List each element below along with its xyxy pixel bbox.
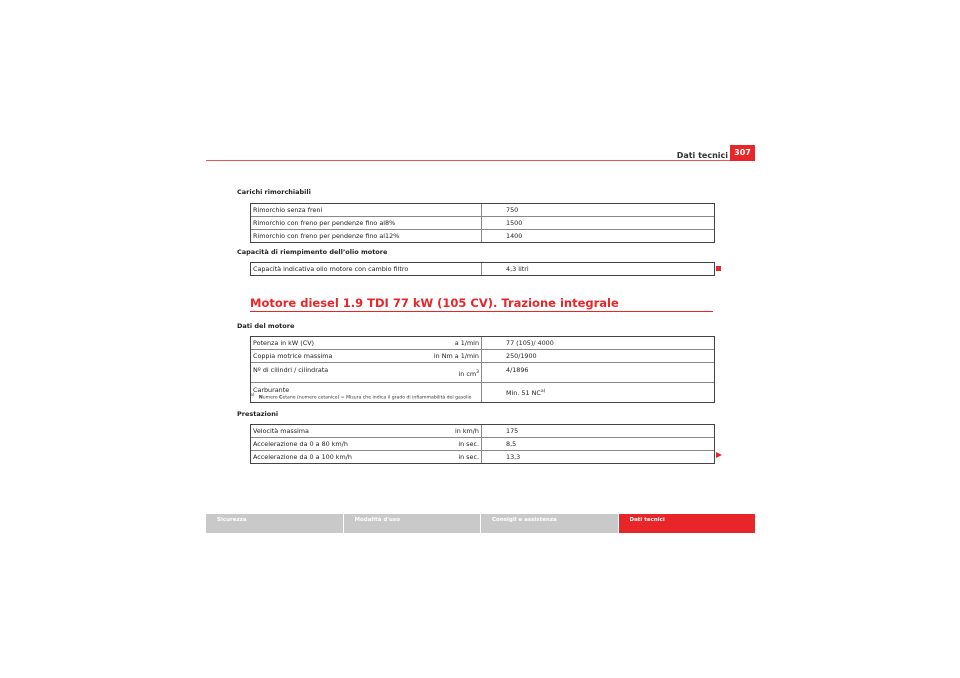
footnote xyxy=(250,393,471,401)
row-unit: in sec. xyxy=(458,440,479,448)
row-label: Accelerazione da 0 a 80 km/h xyxy=(253,440,348,448)
continue-arrow-icon xyxy=(716,452,722,458)
row-value: 750 xyxy=(506,206,519,214)
footnote-ref: a) xyxy=(540,389,546,394)
row-value: 175 xyxy=(506,427,519,435)
page-number: 307 xyxy=(730,145,755,161)
table-row xyxy=(251,451,714,463)
row-unit: in Nm a 1/min xyxy=(433,352,479,360)
row-label: Rimorchio senza freni xyxy=(253,206,323,214)
oil-title: Capacità di riempimento dell’olio motore xyxy=(237,248,388,256)
footer-nav xyxy=(206,514,755,533)
section-end-icon xyxy=(716,266,721,271)
row-label: Capacità indicativa olio motore con cambio filtro xyxy=(253,265,409,273)
engine-title: Dati del motore xyxy=(237,322,295,330)
footnote-marker: a) xyxy=(250,393,255,398)
row-value: 4,3 litri xyxy=(506,265,529,273)
unit-superscript: 3 xyxy=(476,370,479,375)
oil-table xyxy=(250,262,715,276)
performance-table xyxy=(250,424,715,464)
footnote-bold-n: N xyxy=(258,395,263,401)
row-label: Nº di cilindri / cilindrata xyxy=(253,366,329,374)
table-row xyxy=(251,438,714,451)
row-label: Coppia motrice massima xyxy=(253,352,333,360)
row-label: Potenza in kW (CV) xyxy=(253,339,315,347)
row-label: Accelerazione da 0 a 100 km/h xyxy=(253,453,352,461)
row-value: 13,3 xyxy=(506,453,521,461)
row-label: Rimorchio con freno per pendenze fino al12% xyxy=(253,232,400,240)
row-unit: in km/h xyxy=(455,427,479,435)
row-value: 4/1896 xyxy=(506,366,529,374)
row-value: 250/1900 xyxy=(506,352,537,360)
row-unit: in cm xyxy=(458,370,477,379)
table-row xyxy=(251,363,714,383)
title-underline xyxy=(250,311,713,312)
row-unit: in sec. xyxy=(458,453,479,461)
header-divider xyxy=(206,160,730,161)
header-title: Dati tecnici xyxy=(676,151,728,160)
footer-tab-dati-tecnici[interactable]: Dati tecnici xyxy=(619,514,756,533)
table-row xyxy=(251,217,714,230)
row-unit: a 1/min xyxy=(454,339,479,347)
row-label: Rimorchio con freno per pendenze fino al8% xyxy=(253,219,396,227)
footer-tab-modalita[interactable]: Modalità d'uso xyxy=(344,514,482,533)
towing-title: Carichi rimorchiabili xyxy=(237,188,311,196)
row-value: Min. 51 NC xyxy=(506,389,541,398)
table-row xyxy=(251,230,714,242)
table-row xyxy=(251,337,714,350)
table-row xyxy=(251,350,714,363)
row-label: Carburante xyxy=(253,386,290,394)
towing-table xyxy=(250,203,715,243)
footer-tab-consigli[interactable]: Consigli e assistenza xyxy=(481,514,619,533)
row-value: 8,5 xyxy=(506,440,517,448)
table-row xyxy=(251,204,714,217)
performance-title: Prestazioni xyxy=(237,410,279,418)
row-value: 1500 xyxy=(506,219,523,227)
footnote-text-1: umero xyxy=(262,395,280,401)
main-title: Motore diesel 1.9 TDI 77 kW (105 CV). Trazione integrale xyxy=(250,296,619,310)
footnote-text-2: etano (numero cetanico) = Misura che indica il grado di infiammabilità del gasolio xyxy=(282,395,472,401)
row-value: 1400 xyxy=(506,232,523,240)
footnote-bold-c: C xyxy=(279,395,283,401)
row-value: 77 (105)/ 4000 xyxy=(506,339,554,347)
table-row xyxy=(251,263,714,275)
table-row xyxy=(251,425,714,438)
footer-tab-sicurezza[interactable]: Sicurezza xyxy=(206,514,344,533)
row-label: Velocità massima xyxy=(253,427,309,435)
